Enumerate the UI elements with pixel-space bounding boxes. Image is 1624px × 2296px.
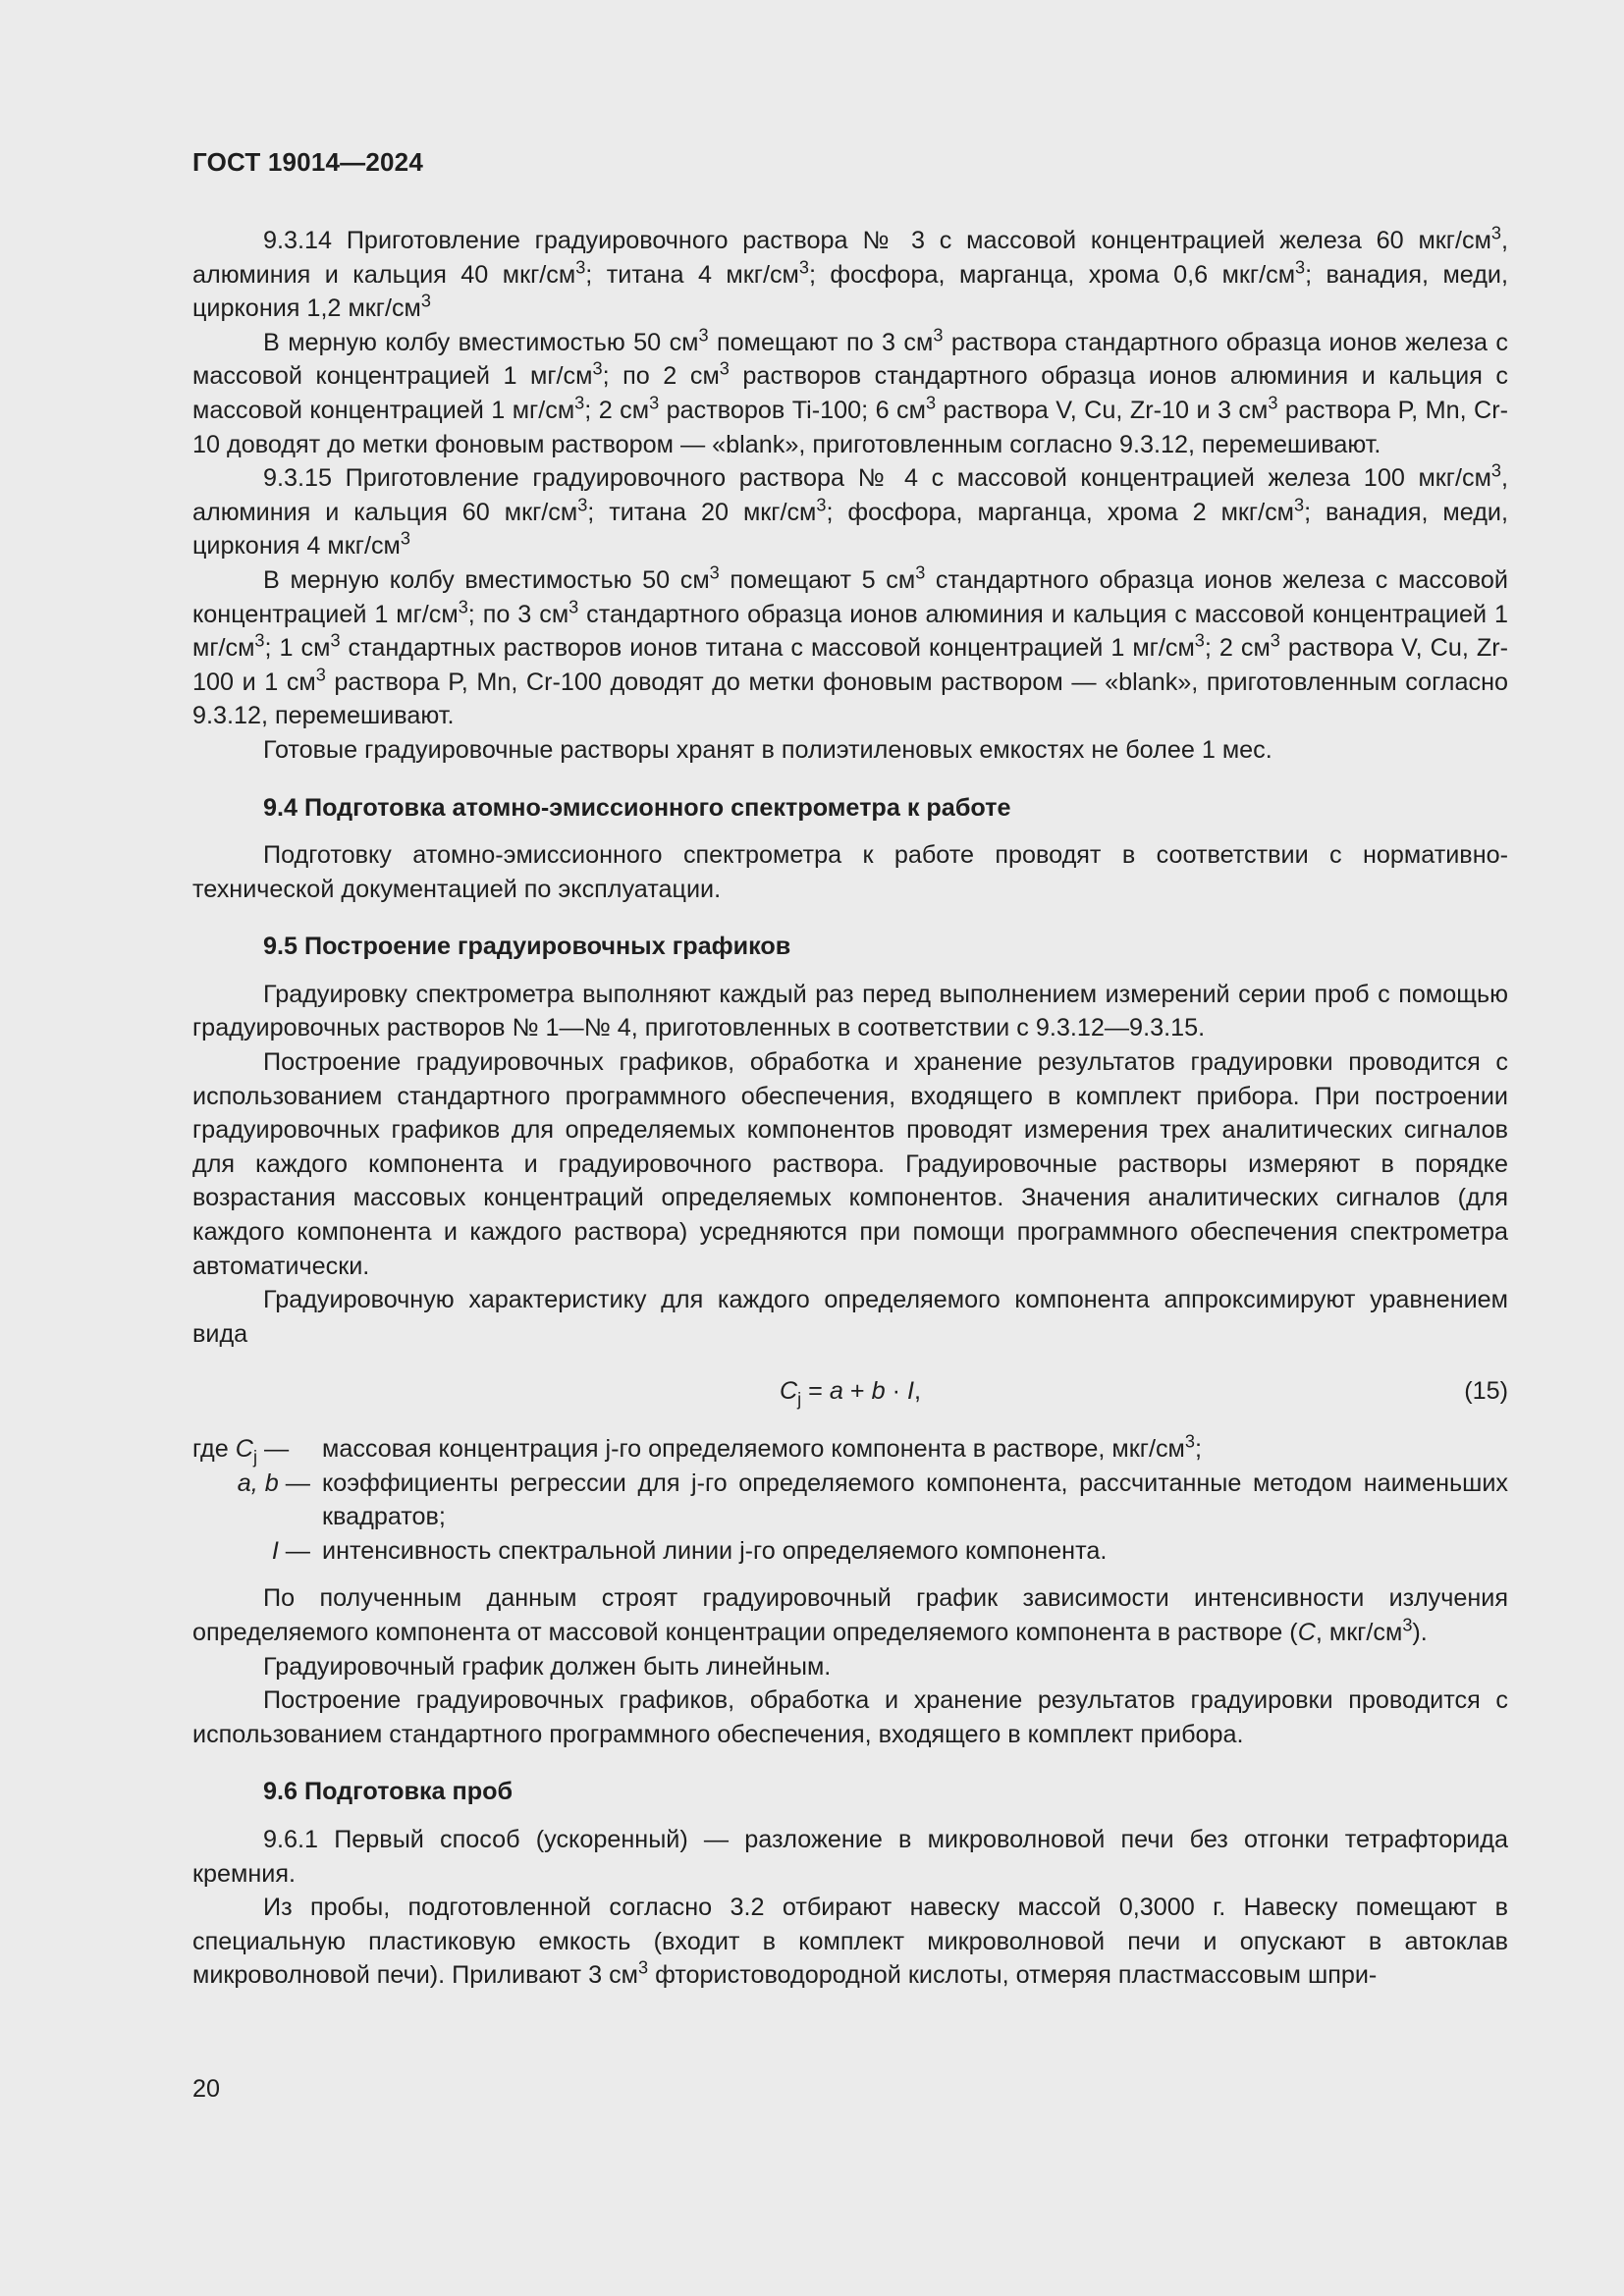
legend-term-cj: где $C_j$ — [192,1435,290,1468]
legend-term-ab: a, b — [237,1468,310,1497]
paragraph-approximation: Градуировочную характеристику для каждого определяемого компонента аппроксимируют уравнением вида [192,1286,1508,1348]
page-number: 20 [192,2075,221,2103]
formula-legend [192,1432,1508,1568]
legend-def-i: интенсивность спектральной линии j-го определяемого компонента. [322,1536,1108,1565]
paragraph-9-6-1: 9.6.1 Первый способ (ускоренный) — разложение в микроволновой печи без отгонки тетрафторида кремния. [192,1825,1508,1888]
formula-15 [192,1374,1508,1409]
paragraph-calibration: Градуировку спектрометра выполняют каждый раз перед выполнением измерений серии проб с помощью градуировочных растворов № 1—№ 4, приготовленных в соответствии с 9.3.12—9.3.15. [192,980,1508,1042]
document-body [192,224,1508,1993]
section-heading-9-4: 9.4 Подготовка атомно-эмиссионного спектрометра к работе [263,793,1011,822]
paragraph-calibration-graphs: Построение градуировочных графиков, обработка и хранение результатов градуировки проводится с использованием стандартного программного обеспечения, входящего в комплект прибора. При построении градуировочных графиков для определяемых компонентов проводят измерения трех аналитических сигналов для каждого компонента и градуировочного раствора. Градуировочные растворы измеряют в порядке возрастания массовых концентраций определяемых компонентов. Значения аналитических сигналов (для каждого компонента и каждого раствора) усредняются при помощи программного обеспечения спектрометра автоматически. [192,1048,1508,1280]
paragraph-linear: Градуировочный график должен быть линейным. [263,1652,832,1681]
paragraph-sample-weighing: Из пробы, подготовленной согласно 3.2 отбирают навеску массой 0,3000 г. Навеску помещают в специальную пластиковую емкость (входит в комплект микроволновой печи и опускают в автоклав микроволновой печи). Приливают 3 $см^3$ фтористоводородной кислоты, отмеряя пластмассовым шпри- [192,1894,1508,1990]
paragraph-graph-processing: Построение градуировочных графиков, обработка и хранение результатов градуировки проводится с использованием стандартного программного обеспечения, входящего в комплект прибора. [192,1686,1508,1748]
paragraph-spectrometer-prep: Подготовку атомно-эмиссионного спектрометра к работе проводят в соответствии с нормативно-технической документацией по эксплуатации. [192,841,1508,903]
legend-term-i: I — [271,1536,310,1565]
section-heading-9-5: 9.5 Построение градуировочных графиков [263,933,791,961]
legend-def-cj: массовая концентрация j-го определяемого компонента в растворе, мкг/$см^3$; [322,1431,1202,1463]
paragraph-solution-4-prep: В мерную колбу вместимостью 50 $см^3$ помещают 5 $см^3$ стандартного образца ионов железа с массовой концентрацией 1 $мг/см^3$; по 3 $см^3$ стандартного образца ионов алюминия и кальция с массовой концентрацией 1 $мг/см^3$; 1 $см^3$ стандартных растворов ионов титана с массовой концентрацией 1 $мг/см^3$; 2 $см^3$ раствора V, Cu, Zr-100 и 1 $см^3$ раствора P, Mn, Cr-100 доводят до метки фоновым раствором — «blank», приготовленным согласно 9.3.12, перемешивают. [192,562,1508,730]
formula-expression: $C_j = a + b \cdot I$, [779,1377,922,1410]
page-header: ГОСТ 19014—2024 [192,147,423,177]
paragraph-9-3-14: 9.3.14 Приготовление градуировочного раствора № 3 с массовой концентрацией железа 60 мкг/$см^3$, алюминия и кальция 40 мкг/$см^3$; титана 4 мкг/$см^3$; фосфора, марганца, хрома 0,6 мкг/$см^3$; ванадия, меди, циркония 1,2 мкг/$см^3$ [192,223,1508,323]
paragraph-9-3-15: 9.3.15 Приготовление градуировочного раствора № 4 с массовой концентрацией железа 100 мкг/$см^3$, алюминия и кальция 60 мкг/$см^3$; титана 20 мкг/$см^3$; фосфора, марганца, хрома 2 мкг/$см^3$; ванадия, меди, циркония 4 мкг/$см^3$ [192,460,1508,561]
paragraph-solution-3-prep: В мерную колбу вместимостью 50 $см^3$ помещают по 3 $см^3$ раствора стандартного образца ионов железа с массовой концентрацией 1 $мг/см^3$; по 2 $см^3$ растворов стандартного образца ионов алюминия и кальция с массовой концентрацией 1 $мг/см^3$; 2 $см^3$ растворов Ti-100; 6 $см^3$ раствора V, Cu, Zr-10 и 3 $см^3$ раствора P, Mn, Cr-10 доводят до метки фоновым раствором — «blank», приготовленным согласно 9.3.12, перемешивают. [192,325,1508,458]
paragraph-graph-build: По полученным данным строят градуировочный график зависимости интенсивности излучения определяемого компонента от массовой концентрации определяемого компонента в растворе (C, мкг/$см^3$). [192,1584,1508,1646]
legend-def-ab: коэффициенты регрессии для j-го определяемого компонента, рассчитанные методом наименьших квадратов; [322,1468,1508,1531]
section-heading-9-6: 9.6 Подготовка проб [263,1778,514,1806]
paragraph-storage: Готовые градуировочные растворы хранят в полиэтиленовых емкостях не более 1 мес. [263,735,1272,764]
formula-number: (15) [1464,1377,1508,1406]
